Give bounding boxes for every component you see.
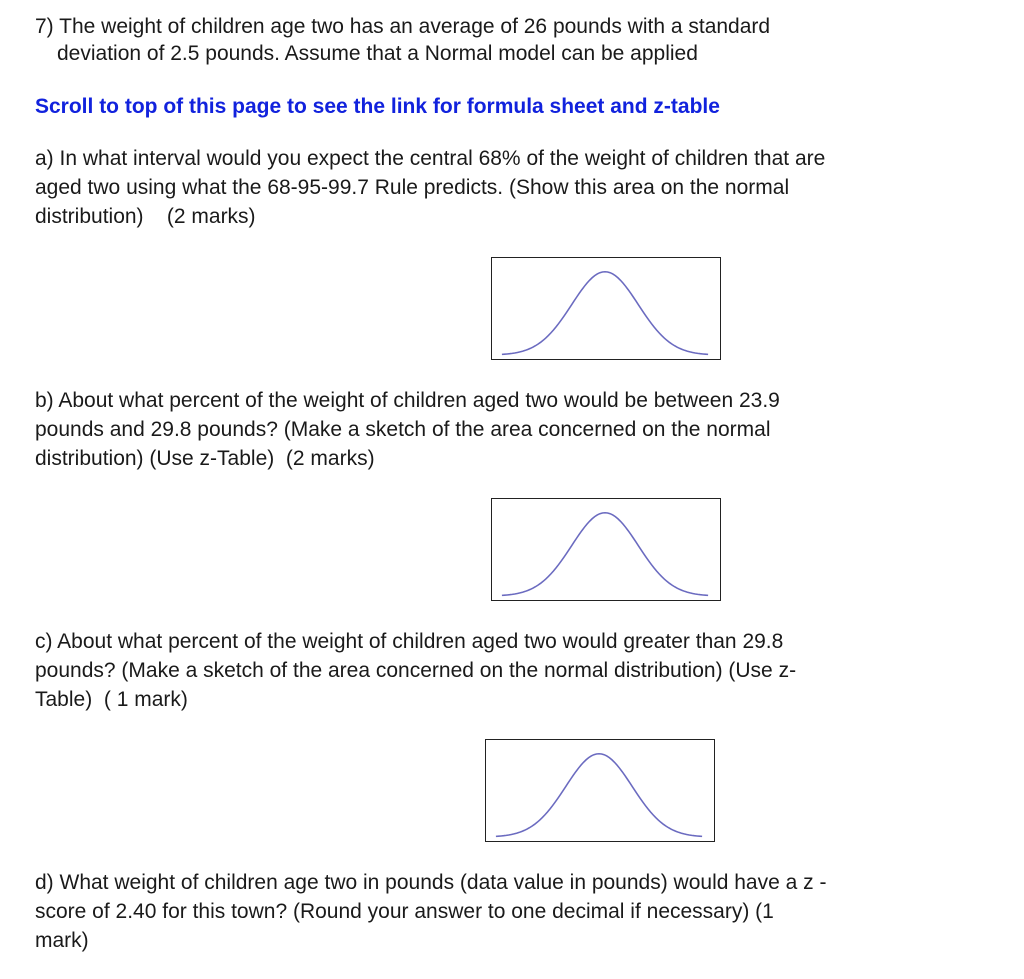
part-d-line-1: d) What weight of children age two in pounds (data value in pounds) would have a z - (35, 871, 827, 894)
part-a-line-2: aged two using what the 68-95-99.7 Rule predicts. (Show this area on the normal (35, 176, 790, 199)
part-b-line-3: distribution) (Use z-Table) (2 marks) (35, 447, 375, 470)
part-d-line-3: mark) (35, 929, 89, 952)
scroll-to-top-link[interactable]: Scroll to top of this page to see the link for formula sheet and z-table (35, 95, 720, 118)
part-c-line-3: Table) ( 1 mark) (35, 688, 188, 711)
normal-curve-icon (492, 258, 720, 359)
part-d-text (35, 868, 935, 955)
part-c-normal-curve (485, 739, 715, 842)
part-a-line-1: a) In what interval would you expect the central 68% of the weight of children that are (35, 147, 826, 170)
part-d-line-2: score of 2.40 for this town? (Round your answer to one decimal if necessary) (1 (35, 900, 774, 923)
part-a-text (35, 144, 935, 231)
normal-curve-icon (486, 740, 714, 841)
part-b-line-1: b) About what percent of the weight of children aged two would be between 23.9 (35, 389, 780, 412)
part-b-line-2: pounds and 29.8 pounds? (Make a sketch of the area concerned on the normal (35, 418, 771, 441)
question-intro-line-1: 7) The weight of children age two has an average of 26 pounds with a standard (35, 15, 771, 38)
part-c-line-1: c) About what percent of the weight of children aged two would greater than 29.8 (35, 630, 784, 653)
part-b-normal-curve (491, 498, 721, 601)
part-c-text (35, 627, 915, 714)
part-c-line-2: pounds? (Make a sketch of the area concerned on the normal distribution) (Use z- (35, 659, 797, 682)
question-intro-line-2: deviation of 2.5 pounds. Assume that a Normal model can be applied (57, 42, 698, 65)
normal-curve-icon (492, 499, 720, 600)
part-a-normal-curve (491, 257, 721, 360)
part-a-line-3: distribution) (2 marks) (35, 205, 256, 228)
part-b-text (35, 386, 915, 473)
question-intro (35, 13, 935, 67)
